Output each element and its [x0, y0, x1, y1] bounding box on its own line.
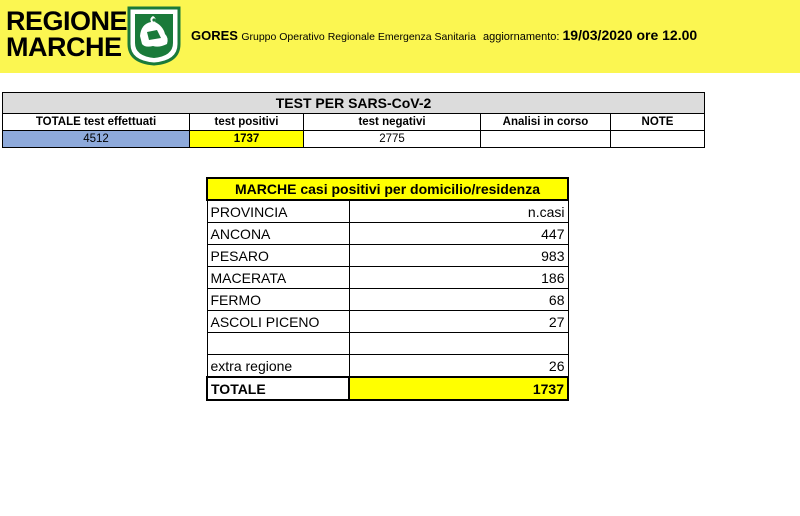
total-row	[207, 377, 568, 400]
province-cases: 68	[349, 289, 568, 311]
total-tests-value: 4512	[3, 131, 190, 148]
update-label: aggiornamento:	[483, 31, 560, 43]
positive-tests-value: 1737	[190, 131, 304, 148]
analysis-in-progress-value	[481, 131, 611, 148]
table-row	[207, 245, 568, 267]
province-name: ANCONA	[207, 223, 349, 245]
col-header-positive-tests: test positivi	[190, 114, 304, 131]
col-header-negative-tests: test negativi	[304, 114, 481, 131]
table-row	[207, 311, 568, 333]
province-cases: 983	[349, 245, 568, 267]
total-value: 1737	[349, 377, 568, 400]
regione-marche-logo	[6, 8, 127, 60]
cases-header: n.casi	[349, 200, 568, 223]
province-cases: 27	[349, 311, 568, 333]
province-table-title: MARCHE casi positivi per domicilio/residenza	[207, 178, 568, 200]
province-name	[207, 333, 349, 355]
province-cases	[349, 333, 568, 355]
table-row	[207, 200, 568, 223]
table-row	[207, 267, 568, 289]
province-cases: 447	[349, 223, 568, 245]
province-name: PESARO	[207, 245, 349, 267]
header-banner	[0, 0, 800, 73]
test-table-title: TEST PER SARS-CoV-2	[3, 93, 705, 114]
negative-tests-value: 2775	[304, 131, 481, 148]
logo-line-2: MARCHE	[6, 32, 122, 62]
regione-marche-emblem-icon	[127, 6, 181, 66]
table-row	[207, 223, 568, 245]
gores-full-name: Gruppo Operativo Regionale Emergenza Sanitaria	[241, 31, 476, 43]
province-name: MACERATA	[207, 267, 349, 289]
table-row	[207, 289, 568, 311]
test-summary-table	[2, 92, 705, 148]
province-name: FERMO	[207, 289, 349, 311]
total-label: TOTALE	[207, 377, 349, 400]
province-header: PROVINCIA	[207, 200, 349, 223]
notes-value	[611, 131, 705, 148]
gores-label	[191, 28, 476, 43]
col-header-analysis-in-progress: Analisi in corso	[481, 114, 611, 131]
table-row	[207, 355, 568, 378]
update-value: 19/03/2020 ore 12.00	[562, 27, 698, 43]
col-header-total-tests: TOTALE test effettuati	[3, 114, 190, 131]
update-info	[483, 27, 697, 43]
logo-line-1: REGIONE	[6, 6, 128, 36]
province-name: extra regione	[207, 355, 349, 378]
table-row	[207, 333, 568, 355]
gores-acronym: GORES	[191, 28, 238, 43]
province-cases: 186	[349, 267, 568, 289]
province-cases-table	[206, 177, 569, 401]
province-cases: 26	[349, 355, 568, 378]
province-name: ASCOLI PICENO	[207, 311, 349, 333]
col-header-notes: NOTE	[611, 114, 705, 131]
